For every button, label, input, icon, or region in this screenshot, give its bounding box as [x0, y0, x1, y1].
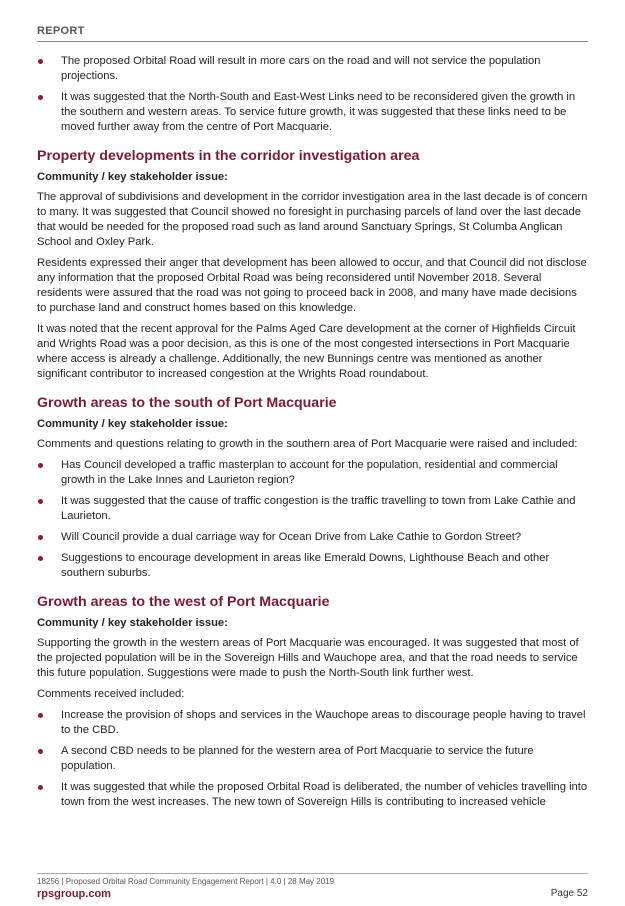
bullet-icon — [38, 749, 43, 754]
section-heading-west: Growth areas to the west of Port Macquarie — [37, 594, 330, 610]
paragraph: Comments and questions relating to growth in the southern area of Port Macquarie were raised and included: — [37, 438, 578, 450]
page-number: Page 52 — [550, 888, 588, 899]
paragraph: Supporting the growth in the western areas of Port Macquarie was encouraged. It was suggested that most of the projected population will be in the Sovereign Hills and Wauchope area, and that the road needs to service this future population. Suggestions were made to push the North-South link further west. — [37, 637, 579, 679]
list-item: It was suggested that the cause of traffic congestion is the traffic travelling to town from Lake Cathie and Laurieton. — [37, 494, 588, 524]
paragraph: It was noted that the recent approval for the Palms Aged Care development at the corner of Highfields Circuit and Wrights Road was a poor decision, as this is one of the most congested intersections in Port Macquarie where access is already a challenge. Additionally, the new Bunnings centre was mentioned as another significant contributor to increased congestion at the Wrights Road roundabout. — [37, 323, 576, 380]
page-header-label: REPORT — [37, 25, 85, 37]
list-item: Will Council provide a dual carriage way for Ocean Drive from Lake Cathie to Gordon Street? — [37, 530, 588, 545]
page-content — [37, 54, 588, 816]
section-subheading: Community / key stakeholder issue: — [37, 418, 228, 430]
section-heading-property: Property developments in the corridor investigation area — [37, 148, 420, 164]
bullet-icon — [38, 59, 43, 64]
list-item: Increase the provision of shops and services in the Wauchope areas to discourage people having to travel to the CBD. — [37, 708, 588, 738]
paragraph: Residents expressed their anger that development has been allowed to occur, and that Council did not disclose any information that the proposed Orbital Road was being reconsidered until November 2018. Several residents were assured that the road was not going to proceed back in 2008, and many have made decisions to purchase land and construct homes based on this knowledge. — [37, 257, 587, 314]
list-item: A second CBD needs to be planned for the western area of Port Macquarie to service the future population. — [37, 744, 588, 774]
bullet-icon — [38, 785, 43, 790]
list-item: The proposed Orbital Road will result in more cars on the road and will not service the population projections. — [37, 54, 588, 84]
paragraph: The approval of subdivisions and development in the corridor investigation area in the last decade is of concern to many. It was suggested that Council showed no foresight in purchasing parcels of land over the last decade that would be needed for the proposed road such as land around Sanctuary Springs, St Columba Anglican School and Oxley Park. — [37, 191, 588, 248]
footer-document-info: 18256 | Proposed Orbital Road Community Engagement Report | 4.0 | 28 May 2019 — [37, 877, 335, 886]
south-bullet-list — [37, 458, 588, 581]
footer-divider — [37, 873, 588, 874]
list-item: Suggestions to encourage development in areas like Emerald Downs, Lighthouse Beach and other southern suburbs. — [37, 551, 588, 581]
bullet-icon — [38, 499, 43, 504]
bullet-icon — [38, 535, 43, 540]
paragraph: Comments received included: — [37, 688, 185, 700]
bullet-icon — [38, 463, 43, 468]
list-item: It was suggested that the North-South and East-West Links need to be reconsidered given the growth in the southern and western areas. To service future growth, it was suggested that these links need to be moved further away from the centre of Port Macquarie. — [37, 90, 588, 135]
header-divider — [37, 41, 588, 42]
list-item: Has Council developed a traffic masterplan to account for the population, residential and commercial growth in the Lake Innes and Laurieton region? — [37, 458, 588, 488]
west-bullet-list — [37, 708, 588, 810]
bullet-icon — [38, 95, 43, 100]
section-subheading: Community / key stakeholder issue: — [37, 617, 228, 629]
section-subheading: Community / key stakeholder issue: — [37, 171, 228, 183]
bullet-icon — [38, 713, 43, 718]
intro-bullet-list — [37, 54, 588, 135]
list-item: It was suggested that while the proposed Orbital Road is deliberated, the number of vehicles travelling into town from the west increases. The new town of Sovereign Hills is contributing to increased vehicle — [37, 780, 588, 810]
footer-website-link[interactable]: rpsgroup.com — [37, 888, 111, 900]
bullet-icon — [38, 556, 43, 561]
section-heading-south: Growth areas to the south of Port Macquarie — [37, 395, 337, 411]
